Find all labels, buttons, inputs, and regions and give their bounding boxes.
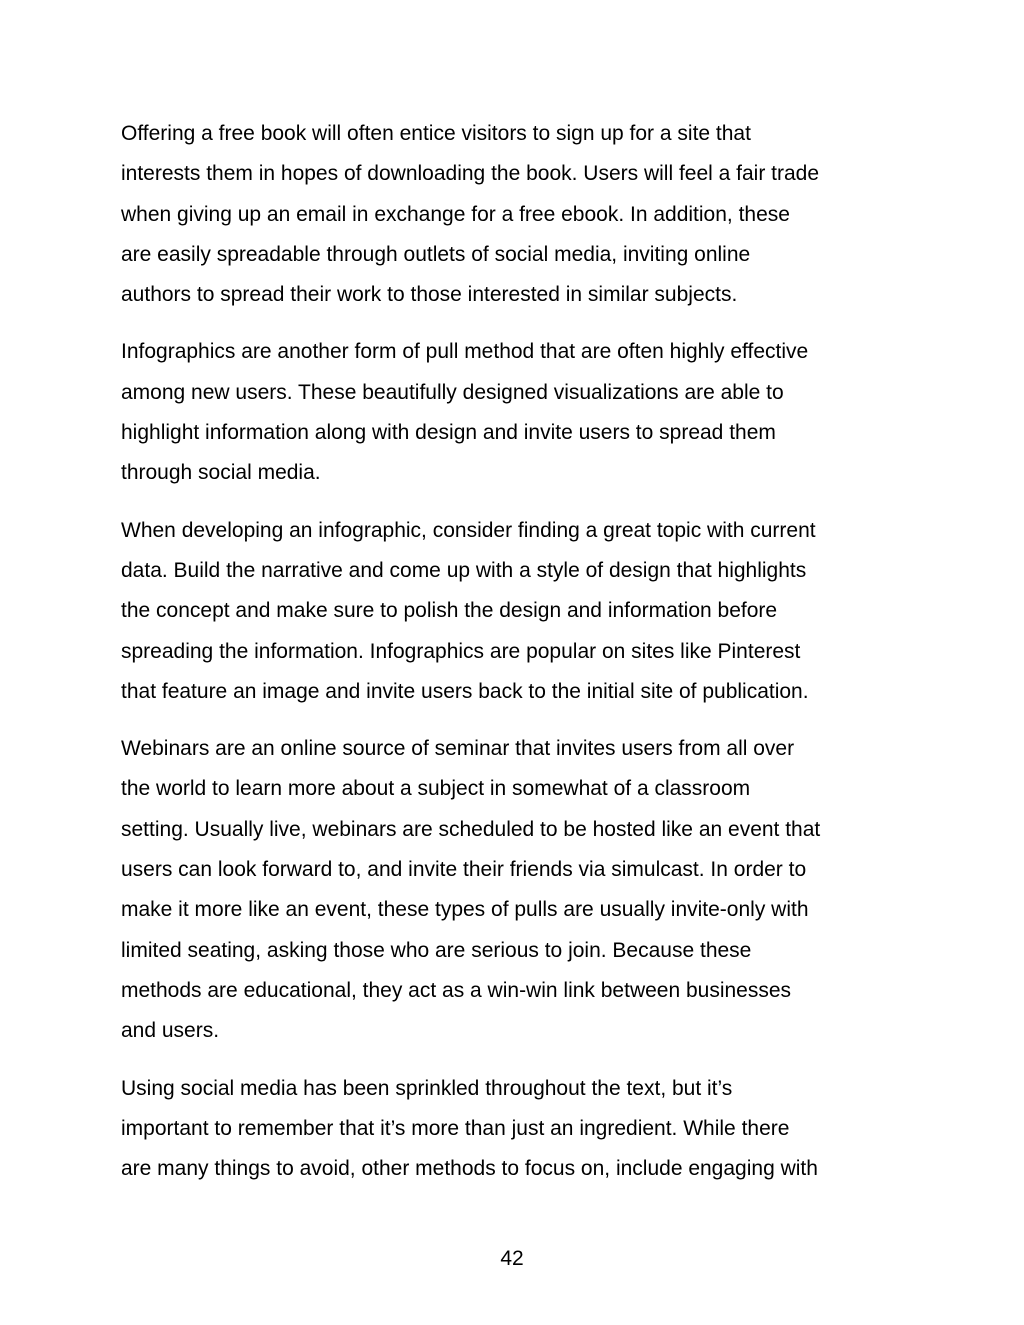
text-line: methods are educational, they act as a win-win link between businesses [121,978,792,1002]
text-line: important to remember that it’s more than just an ingredient. While there [121,1116,790,1140]
text-line: among new users. These beautifully designed visualizations are able to [121,380,784,404]
text-line: authors to spread their work to those interested in similar subjects. [121,283,738,307]
text-line: limited seating, asking those who are serious to join. Because these [121,938,752,962]
text-line: and users. [121,1019,220,1043]
page-number: 42 [500,1247,524,1270]
text-line: the world to learn more about a subject in somewhat of a classroom [121,777,751,801]
text-line: Using social media has been sprinkled throughout the text, but it’s [121,1076,733,1100]
text-line: spreading the information. Infographics are popular on sites like Pinterest [121,639,801,663]
paragraph-free-book [121,114,921,315]
paragraph-webinars [121,729,921,1051]
text-line: that feature an image and invite users back to the initial site of publication. [121,679,809,703]
text-line: are easily spreadable through outlets of social media, inviting online [121,242,751,266]
text-line: interests them in hopes of downloading the book. Users will feel a fair trade [121,162,820,186]
text-line: make it more like an event, these types of pulls are usually invite-only with [121,898,809,922]
paragraph-social-media [121,1069,921,1190]
paragraph-infographics [121,332,921,493]
text-line: when giving up an email in exchange for a free ebook. In addition, these [121,202,790,226]
text-line: Infographics are another form of pull method that are often highly effective [121,340,809,364]
body-text [121,114,921,1206]
text-line: highlight information along with design and invite users to spread them [121,421,776,445]
paragraph-developing-infographic [121,511,921,712]
text-line: data. Build the narrative and come up with a style of design that highlights [121,558,807,582]
text-line: setting. Usually live, webinars are scheduled to be hosted like an event that [121,817,821,841]
text-line: Webinars are an online source of seminar that invites users from all over [121,737,795,761]
text-line: When developing an infographic, consider finding a great topic with current [121,518,816,542]
text-line: users can look forward to, and invite their friends via simulcast. In order to [121,858,807,882]
text-line: through social media. [121,461,321,485]
text-line: the concept and make sure to polish the design and information before [121,599,778,623]
text-line: are many things to avoid, other methods to focus on, include engaging with [121,1157,818,1181]
text-line: Offering a free book will often entice visitors to sign up for a site that [121,122,751,145]
